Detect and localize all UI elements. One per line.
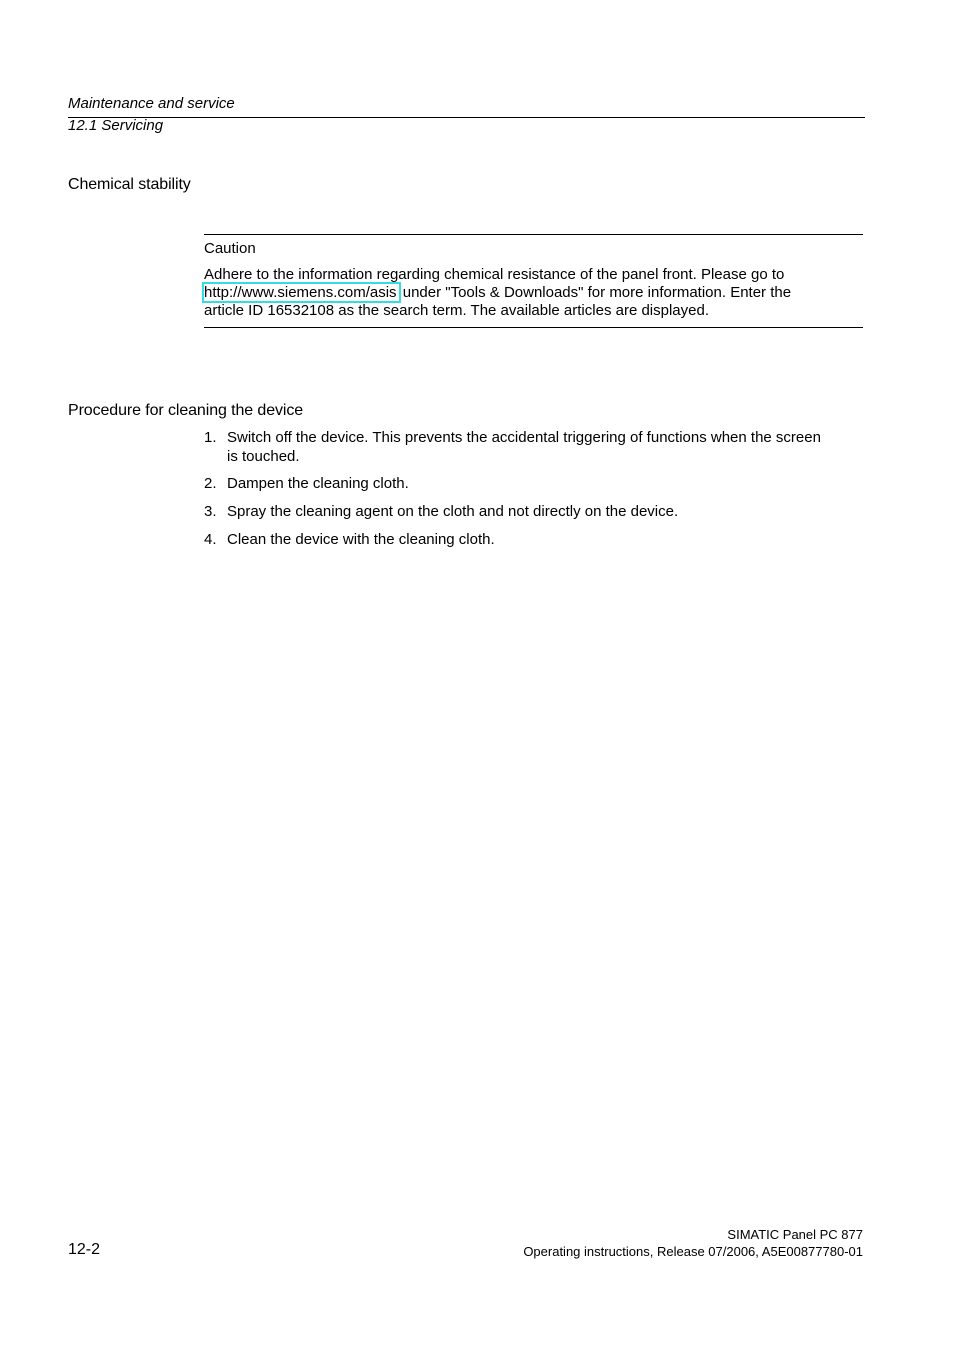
caution-text-line-2-rest: under "Tools & Downloads" for more information. Enter the: [398, 284, 792, 301]
step-1-number: 1.: [204, 429, 217, 446]
step-2-number: 2.: [204, 475, 217, 492]
running-header-section: 12.1 Servicing: [68, 117, 164, 134]
caution-text-line-3: article ID 16532108 as the search term. The available articles are displayed.: [204, 302, 709, 319]
step-1-text: Switch off the device. This prevents the accidental triggering of functions when the screen: [227, 429, 821, 446]
header-rule: [68, 117, 865, 118]
step-1-text-continued: is touched.: [227, 448, 300, 465]
footer-document-info: Operating instructions, Release 07/2006, A5E00877780-01: [523, 1244, 863, 1259]
step-4-number: 4.: [204, 531, 217, 548]
siemens-asis-link[interactable]: http://www.siemens.com/asis: [204, 284, 397, 301]
caution-text-line-1: Adhere to the information regarding chemical resistance of the panel front. Please go to: [204, 266, 785, 283]
caution-title: Caution: [204, 240, 256, 257]
running-header-chapter: Maintenance and service: [68, 95, 235, 112]
step-3-number: 3.: [204, 503, 217, 520]
footer-product: SIMATIC Panel PC 877: [727, 1227, 863, 1242]
chemical-stability-heading: Chemical stability: [68, 176, 191, 193]
step-3-text: Spray the cleaning agent on the cloth and not directly on the device.: [227, 503, 679, 520]
step-2-text: Dampen the cleaning cloth.: [227, 475, 409, 492]
caution-text-line-2: [204, 284, 791, 301]
page-number: 12-2: [68, 1241, 101, 1258]
step-4-text: Clean the device with the cleaning cloth.: [227, 531, 495, 548]
procedure-heading: Procedure for cleaning the device: [68, 402, 304, 419]
